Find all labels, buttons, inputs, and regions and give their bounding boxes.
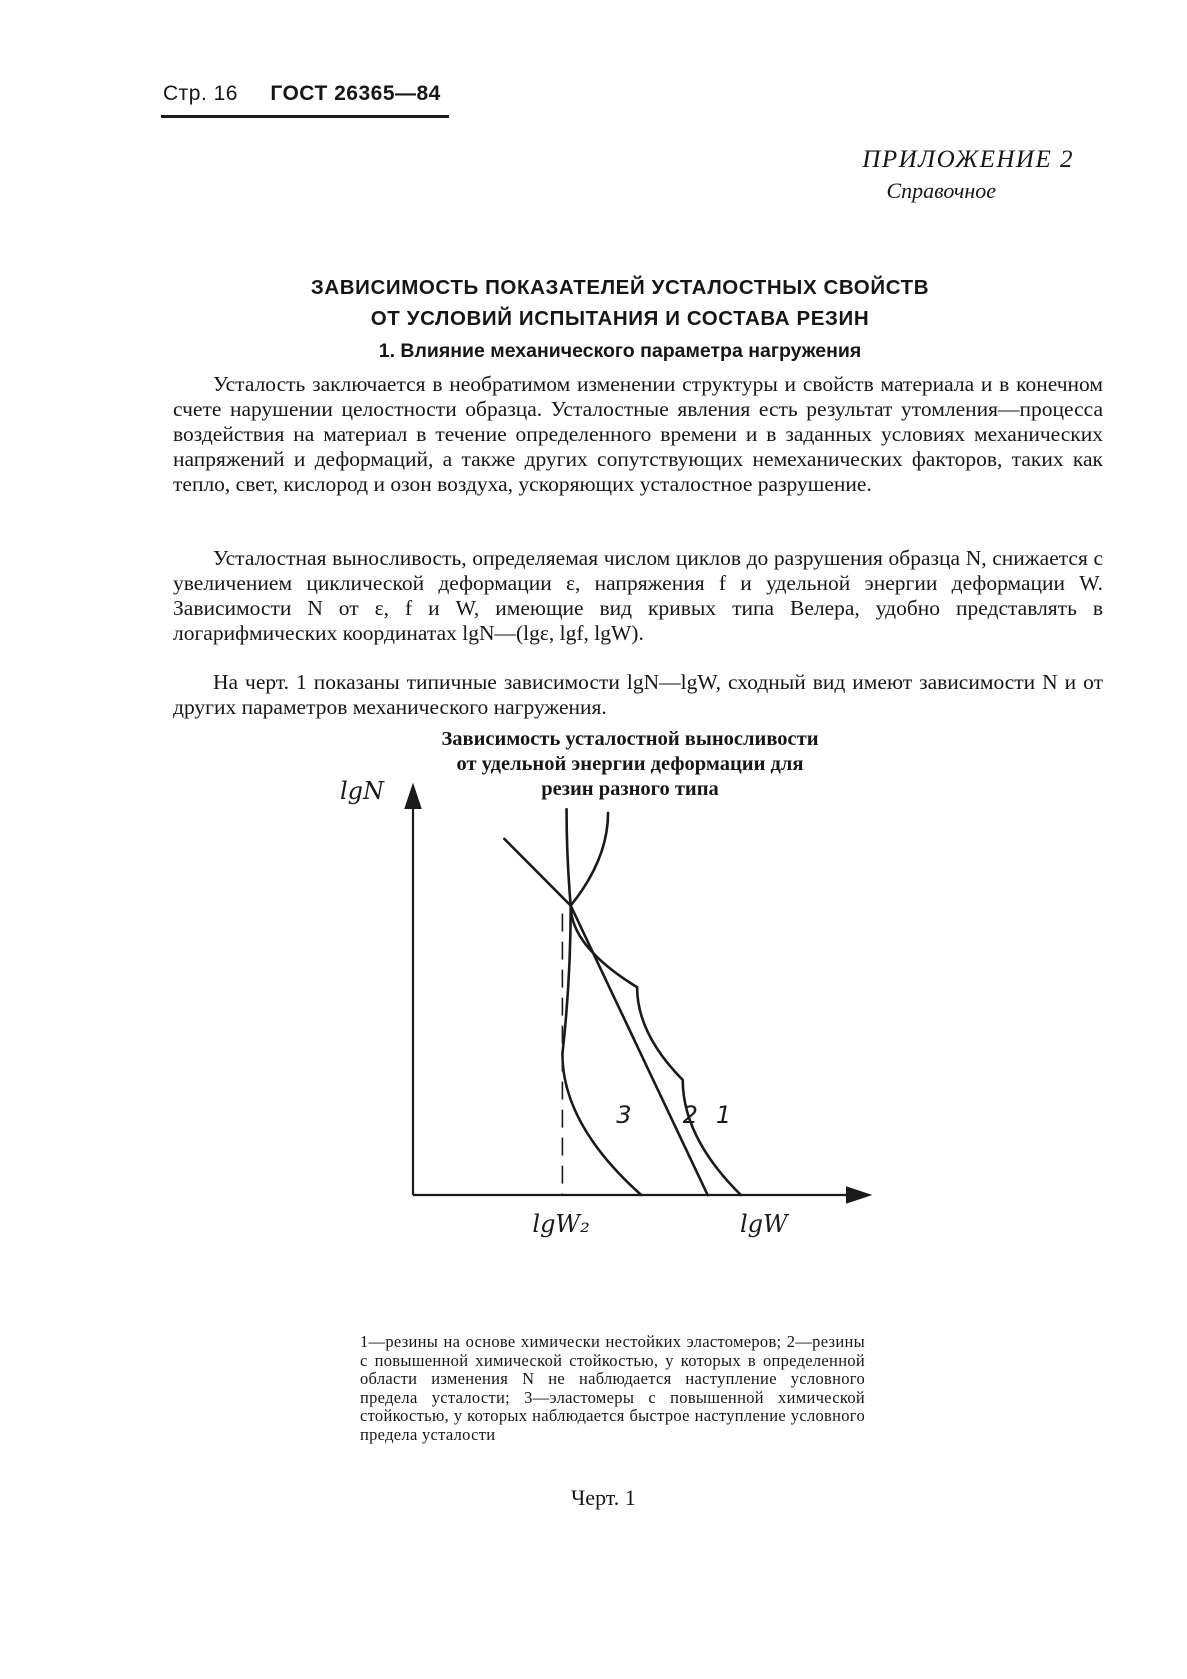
- paragraph-1: [173, 372, 1103, 497]
- series-line-2: [504, 839, 707, 1195]
- series-label-2: 2: [682, 1101, 698, 1129]
- paragraph-2: [173, 546, 1103, 646]
- appendix-label: [862, 146, 1074, 204]
- standard-number: ГОСТ 26365—84: [270, 82, 441, 105]
- main-title-line1: ЗАВИСИМОСТЬ ПОКАЗАТЕЛЕЙ УСТАЛОСТНЫХ СВОЙСТВ: [310, 276, 930, 299]
- appendix-title: ПРИЛОЖЕНИЕ 2: [862, 146, 1074, 173]
- figure-caption: 1—резины на основе химически нестойких эластомеров; 2—резины с повышенной химической стойкостью, у которых в определенной области изменения N не наблюдается наступление условного предела усталости; 3—эластомеры с повышенной химической стойкостью, у которых наблюдается быстрое наступление условного предела усталости: [360, 1332, 865, 1444]
- figure-title-line3: резин разного типа: [541, 778, 719, 800]
- series-line-3: [562, 809, 641, 1195]
- paragraph-text: Усталость заключается в необратимом изменении структуры и свойств материала и в конечном счете нарушении целостности образца. Усталостные явления есть результат утомления—процесса воздействия на материал в течение определенного времени и в заданных условиях механических напряжений и деформаций, а также других сопутствующих немеханических факторов, таких как тепло, свет, кислород и озон воздуха, ускоряющих усталостное разрушение.: [173, 372, 1103, 496]
- lgw2-label: lgW₂: [532, 1210, 590, 1238]
- series-line-1: [571, 813, 741, 1195]
- figure-label: Черт. 1: [571, 1485, 636, 1510]
- paragraph-3: [173, 670, 1103, 720]
- section-title: 1. Влияние механического параметра нагружения: [378, 340, 862, 362]
- paragraph-text: На черт. 1 показаны типичные зависимости lgN—lgW, сходный вид имеют зависимости N и от других параметров механического нагружения.: [173, 670, 1103, 719]
- appendix-subtitle: Справочное: [886, 178, 996, 203]
- header-rule: [161, 115, 449, 118]
- figure-title: [330, 727, 930, 802]
- page-number: Стр. 16: [163, 82, 238, 105]
- y-axis-label: lgN: [340, 777, 385, 805]
- page-header: [163, 82, 441, 106]
- series-label-3: 3: [616, 1101, 632, 1129]
- series-label-1: 1: [715, 1101, 732, 1129]
- figure-title-line2: от удельной энергии деформации для: [456, 753, 804, 775]
- paragraph-text: Усталостная выносливость, определяемая числом циклов до разрушения образца N, снижается с увеличением циклической деформации ε, напряжения f и удельной энергии деформации W. Зависимости N от ε, f и W, имеющие вид кривых типа Велера, удобно представлять в логарифмических координатах lgN—(lgε, lgf, lgW).: [173, 546, 1103, 645]
- x-axis-label: lgW: [740, 1210, 788, 1238]
- main-title-line2: ОТ УСЛОВИЙ ИСПЫТАНИЯ И СОСТАВА РЕЗИН: [370, 307, 870, 330]
- figure-title-line1: Зависимость усталостной выносливости: [441, 728, 819, 750]
